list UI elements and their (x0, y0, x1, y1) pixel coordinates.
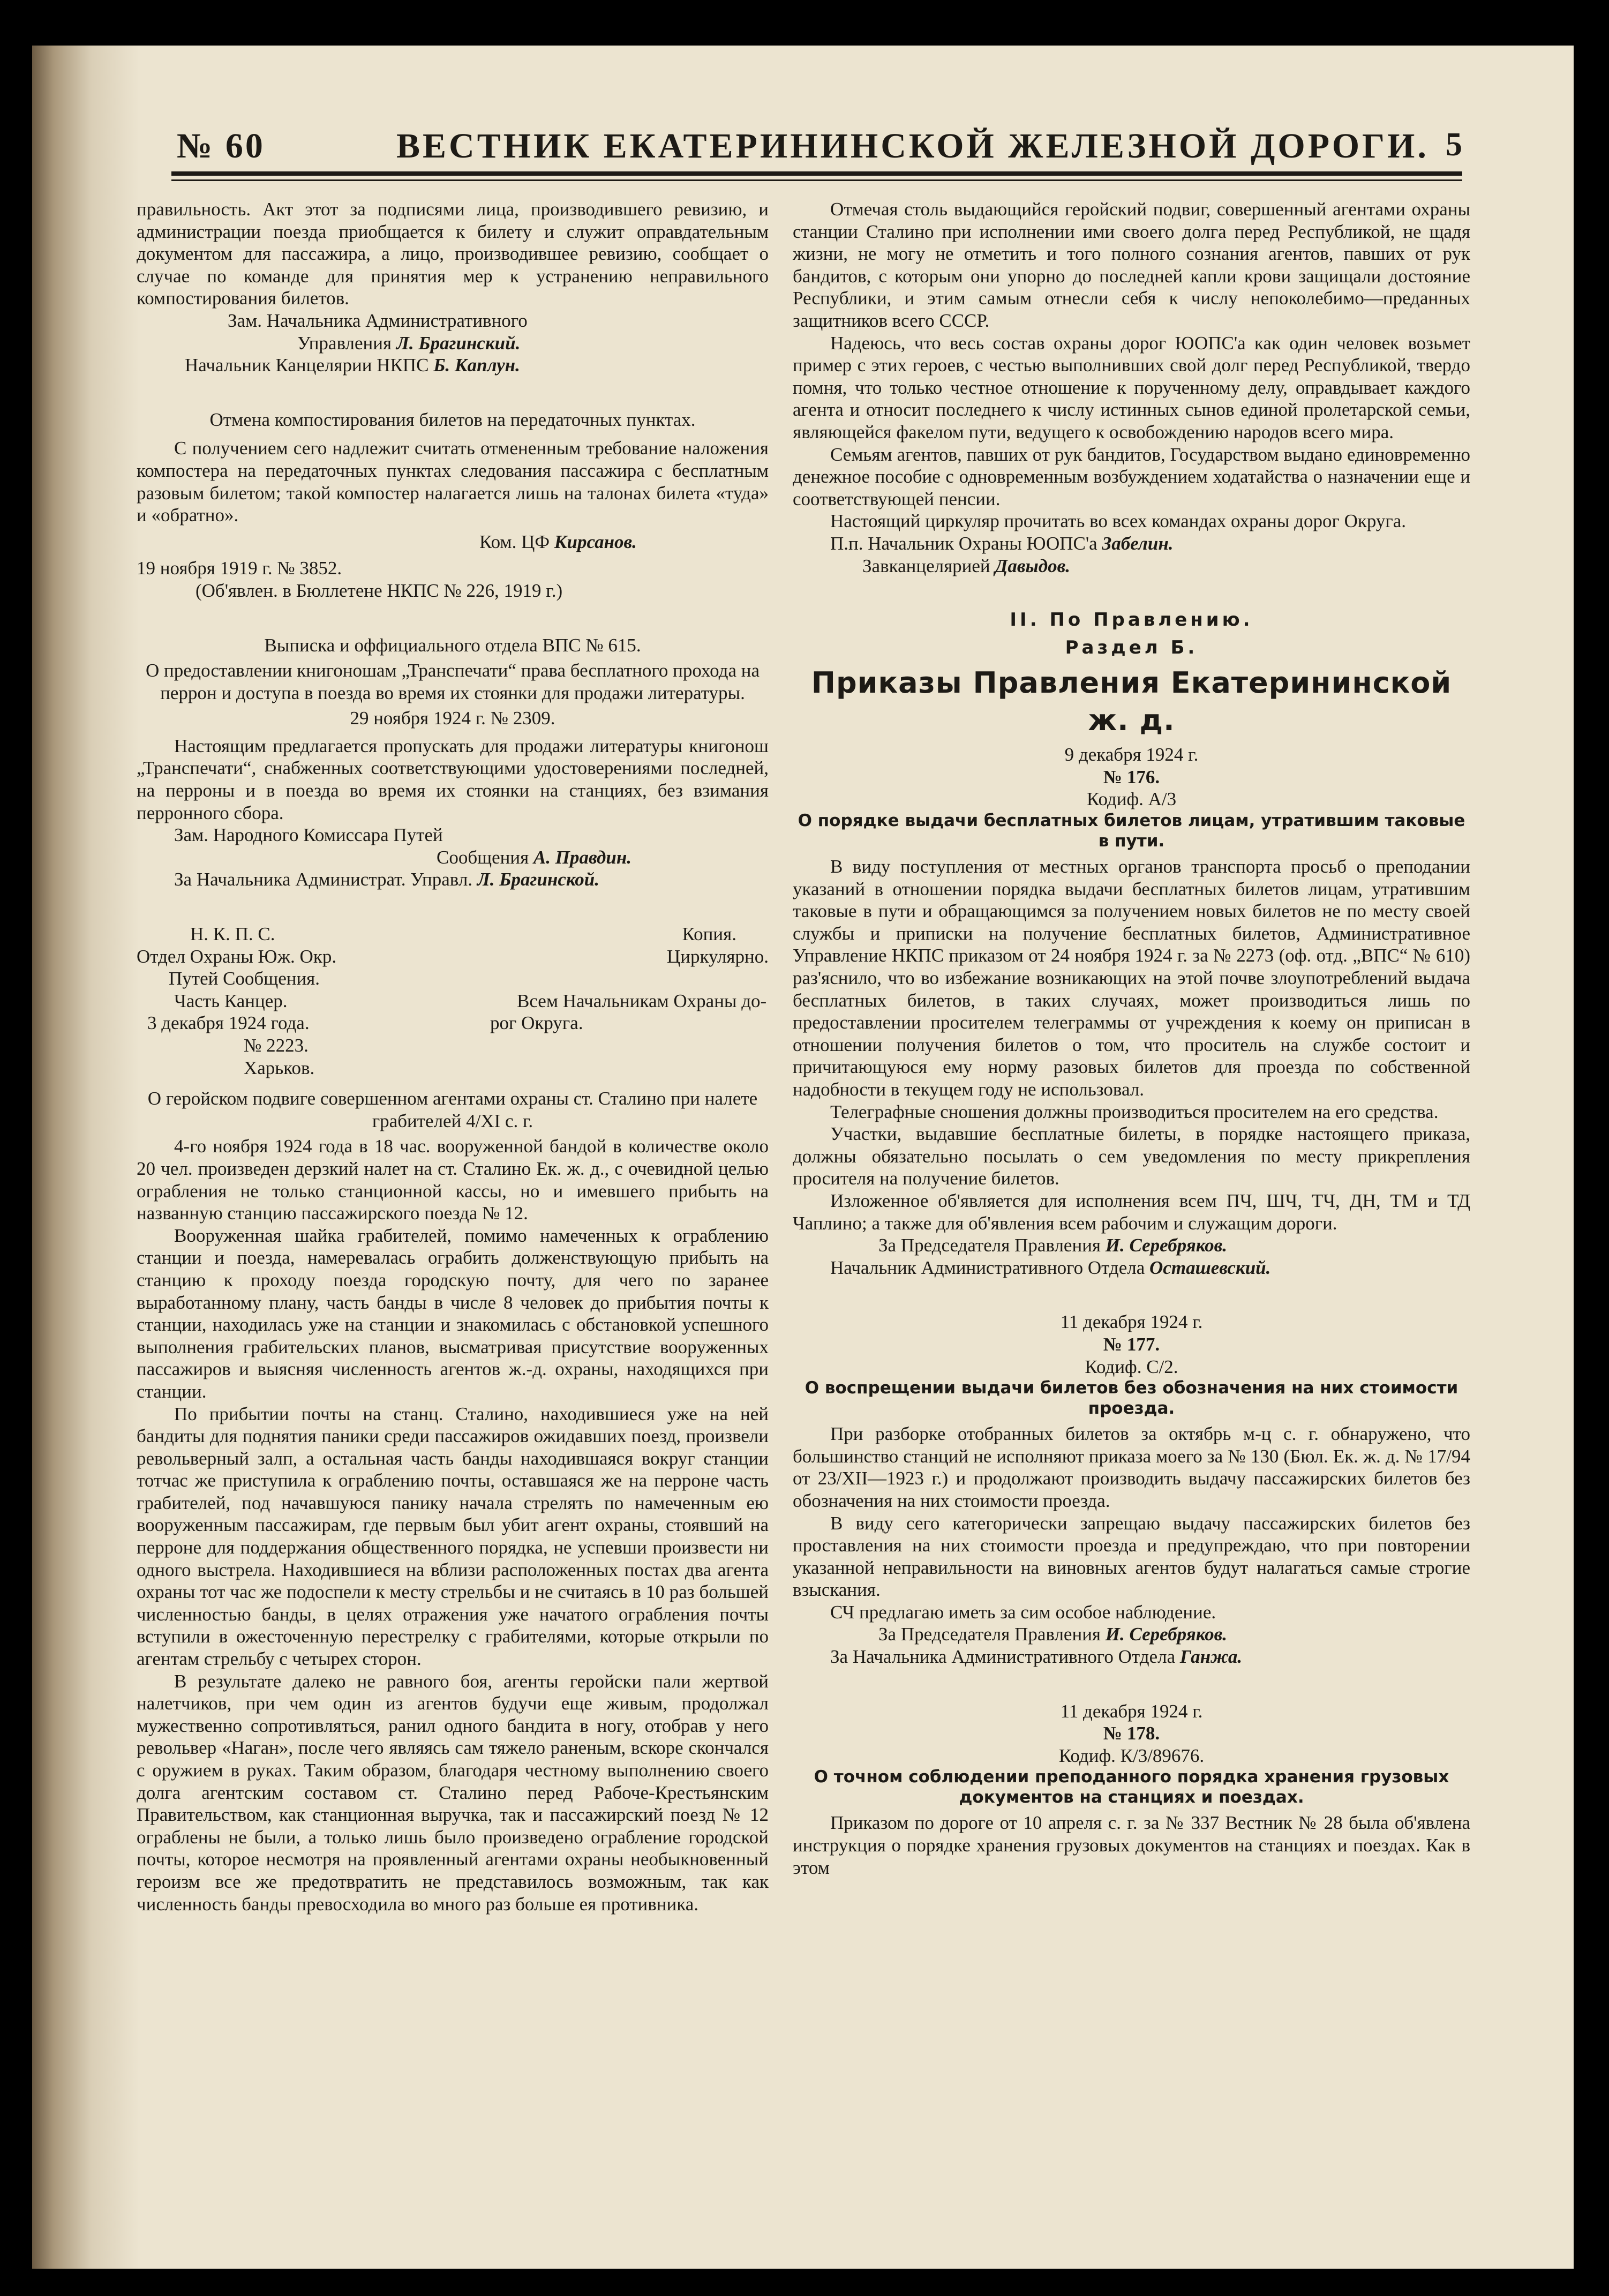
order-body: СЧ предлагаю иметь за сим особое наблюдение. (830, 1601, 1216, 1623)
order-number: № 178. (1103, 1723, 1160, 1744)
letterhead-number: № 2223. (244, 1035, 309, 1056)
article-body: По прибытии почты на станц. Сталино, находившиеся уже на ней бандиты для поднятия паники среди пассажиров ожидавших поезд, произвели револьверный залп, а остальная часть банды находившаяся вокруг станции тотчас же приступила к ограблению почты, оставшаяся же на перроне часть грабителей, под начавшуюся панику начала стрелять по намеченным ею вооруженным пассажирам, где первым был убит агент охраны, стоявший на перроне для поддержания общественного порядка, не успевши произвести ни одного выстрела. Находившиеся на вблизи расположенных постах два агента охраны тот час же подоспели к месту стрельбы и не считаясь в 10 раз большей численностью банды, в целях отражения уже начатого ограбления почты вступили в ожесточенную перестрелку с грабителями, которые открыли по агентам стрельбу с четырех сторон. (137, 1403, 769, 1670)
signature-text: Начальник Административного Отдела (830, 1257, 1145, 1278)
signature-line (793, 1234, 1470, 1257)
letterhead-org: Н. К. П. С. (190, 924, 275, 945)
signature-line (137, 531, 769, 553)
order-date: 11 декабря 1924 г. (1060, 1700, 1203, 1722)
letterhead-row (137, 990, 769, 1012)
signature-line (137, 332, 769, 355)
signature-text: Завканцелярией (862, 555, 990, 576)
signature-name: Кирсанов. (554, 531, 637, 552)
order-number: № 177. (1103, 1333, 1160, 1355)
page-header (177, 126, 1462, 174)
signature-name: Осташевский. (1149, 1257, 1271, 1278)
letterhead-org: Часть Канцер. (174, 990, 288, 1011)
newspaper-title: ВЕСТНИК ЕКАТЕРИНИНСКОЙ ЖЕЛЕЗНОЙ ДОРОГИ. (396, 126, 1429, 166)
signature-text: П.п. Начальник Охраны ЮОПС'а (830, 532, 1097, 554)
order-code: Кодиф. К/3/89676. (1058, 1745, 1205, 1766)
intro-paragraph: правильность. Акт этот за подписями лица, производившего ревизию, и администрации поезда приобщается к билету и служит оправдательным документом для пассажира, а лицо, производившее ревизию, сообщает о случае по команде для принятия мер к устранению неправильного компостирования билетов. (137, 199, 769, 309)
order-date: 9 декабря 1924 г. (1064, 744, 1199, 766)
article-title: О предоставлении книгоношам „Транспечати“ права бесплатного прохода на перрон и доступа в поезда во время их стоянки для продажи литературы. (145, 660, 760, 703)
signature-name: Ганжа. (1179, 1646, 1243, 1668)
letterhead-org: Отдел Охраны Юж. Окр. (137, 946, 337, 967)
page-number: 5 (1446, 126, 1462, 163)
signature-line: Зам. Народного Комиссара Путей (174, 824, 443, 846)
order-date: 11 декабря 1924 г. (1060, 1311, 1203, 1333)
signature-line (137, 868, 769, 891)
header-rule (171, 171, 1462, 176)
signature-line (137, 846, 769, 869)
letterhead-recipient: рог Округа. (490, 1012, 583, 1034)
signature-text: Ком. ЦФ (479, 531, 550, 552)
signature-name: Б. Каплун. (433, 355, 520, 376)
signature-line (793, 1257, 1470, 1279)
order-body: Изложенное об'является для исполнения всем ПЧ, ШЧ, ТЧ, ДН, ТМ и ТД Чаплино; а также для об'явления всем рабочим и служащим дороги. (793, 1190, 1470, 1234)
signature-text: За Начальника Администрат. Управл. (174, 869, 473, 890)
signature-line (793, 1646, 1470, 1668)
article-title: Отмена компостирования билетов на передаточных пунктах. (209, 409, 696, 430)
order-body: Участки, выдавшие бесплатные билеты, в порядке настоящего приказа, должны обязательно посылать о сем уведомления по месту прикрепления просителя на получение билетов. (793, 1123, 1470, 1189)
signature-text: За Начальника Административного Отдела (830, 1646, 1176, 1668)
article-heading: Выписка и оффициального отдела ВПС № 615. (264, 634, 641, 656)
signature-line (793, 1623, 1470, 1646)
signature-name: Л. Брагинский. (396, 332, 521, 354)
letterhead-recipient: Всем Начальникам Охраны до- (517, 990, 767, 1011)
signature-line (793, 555, 1470, 577)
letterhead-copy: Копия. (682, 924, 736, 945)
signature-name: Давыдов. (995, 555, 1071, 576)
letterhead-row (137, 923, 769, 946)
article-body: Отмечая столь выдающийся геройский подвиг, совершенный агентами охраны станции Сталино при исполнении ими своего долга перед Республикой, не щадя жизни, не могу не отметить и того полного сознания агентов, павших от рук бандитов, с которым они упорно до последней капли крови защищали достояние Республики, и этим самым отнесли себя к числу непоколебимо—преданных защитников всего СССР. (793, 199, 1470, 331)
section-heading: II. По Правлению. (1010, 609, 1253, 631)
letterhead-date: 3 декабря 1924 года. (147, 1012, 310, 1034)
order-title: О порядке выдачи бесплатных билетов лицам, утратившим таковые в пути. (798, 811, 1465, 851)
signature-name: Л. Брагинской. (477, 869, 600, 890)
article-body: Настоящим предлагается пропускать для продажи литературы книгонош „Транспечати“, снабженных соответствующими удостоверениями последней, на перроны и в поезда во время их стоянки на станциях, без взимания перронного сбора. (137, 735, 769, 823)
article-body: С получением сего надлежит считать отмененным требование наложения компостера на передаточных пунктах следования пассажира с бесплатным разовым билетом; такой компостер налагается лишь на талонах билета «туда» и «обратно». (137, 438, 769, 526)
letterhead-circular: Циркулярно. (666, 946, 769, 967)
order-body: При разборке отобранных билетов за октябрь м-ц с. г. обнаружено, что большинство станций не исполняют приказа моего за № 130 (Бюл. Ек. ж. д. № 17/94 от 23/XII—1923 г.) и продолжают производить выдачу пассажирских билетов без обозначения на них стоимости проезда. (793, 1423, 1470, 1511)
order-body: В виду сего категорически запрещаю выдачу пассажирских билетов без проставления на них стоимости проезда и предупреждаю, что при повторении указанной неправильности на виновных агентов будут налагаться самые строгие взыскания. (793, 1512, 1470, 1601)
signature-name: Забелин. (1102, 532, 1174, 554)
signature-text: Управления (297, 332, 392, 354)
article-date: 19 ноября 1919 г. № 3852. (137, 558, 342, 579)
issue-number: № 60 (177, 126, 265, 166)
order-title: О воспрещении выдачи билетов без обозначения на них стоимости проезда. (804, 1378, 1458, 1419)
signature-text: Начальник Канцелярии НКПС (185, 355, 429, 376)
order-code: Кодиф. А/3 (1086, 789, 1177, 810)
order-body: В виду поступления от местных органов транспорта просьб о преподании указаний в отношении порядка выдачи бесплатных билетов лицам, утратившим таковые в пути и обращающимся за получением новых билетов не по месту своей службы и приписки на получение бесплатных билетов, Административное Управление НКПС приказом от 24 ноября 1924 г. за № 2273 (оф. отд. „ВПС“ № 610) раз'яснило, что во избежание возникающих на этой почве злоупотреблений выдача бесплатных билетов, в таких случаях, может производиться лишь по предоставлении просителем телеграммы от учреждения к коему он приписан в отношении получения билетов о том, что проситель на службе состоит и причитающуюся ему норму разовых билетов для проезда по собственной надобности в текущем году не использовал. (793, 856, 1470, 1100)
signature-name: И. Серебряков. (1105, 1235, 1228, 1256)
article-body: В результате далеко не равного боя, агенты геройски пали жертвой налетчиков, при чем один из агентов будучи еще живым, продолжал мужественно сопротивляться, ранил одного бандита в ногу, отобрав у него револьвер «Наган», после чего являясь сам тяжело раненым, вскоре скончался с оружием в руках. Таким образом, благодаря честному выполнению своего долга агентским составом ст. Сталино перед Рабоче-Крестьянским Правительством, как станционная выручка, так и пассажирский поезд № 12 ограблены не были, а только лишь было произведено ограбление городской почты, которое несмотря на проявленный агентами охраны необыкновенный героизм все же предотвратить не представилось возможным, так как численность банды превосходила во много раз больше ея противника. (137, 1670, 769, 1915)
letterhead-city: Харьков. (244, 1057, 315, 1078)
signature-name: А. Правдин. (533, 846, 632, 868)
article-body: Надеюсь, что весь состав охраны дорог ЮОПС'а как один человек возьмет пример с этих героев, с честью выполнивших свой долг перед Республикой, твердо помня, что только честное отношение к порученному делу, оправдывает каждого агента и относит последнего к числу истинных сынов единой пролетарской семьи, являющейся факелом пути, ведущего к освобождению народов всего мира. (793, 332, 1470, 442)
signature-text: За Председателя Правления (878, 1235, 1101, 1256)
signature-text: Сообщения (437, 846, 529, 868)
article-note: (Об'явлен. в Бюллетене НКПС № 226, 1919 г.) (196, 580, 563, 601)
header-rule-thin (171, 179, 1462, 181)
order-code: Кодиф. С/2. (1085, 1356, 1178, 1377)
article-body: Семьям агентов, павших от рук бандитов, Государством выдано единовременно денежное пособие с одновременным возбуждением ходатайства о назначении еще и соответствующей пенсии. (793, 444, 1470, 509)
article-date: 29 ноября 1924 г. № 2309. (350, 708, 555, 729)
signature-line (137, 354, 769, 377)
article-body: Настоящий циркуляр прочитать во всех командах охраны дорог Округа. (830, 511, 1407, 532)
letterhead-org: Путей Сообщения. (169, 968, 320, 989)
order-body: Приказом по дороге от 10 апреля с. г. за № 337 Вестник № 28 была об'явлена инструкция о порядке хранения грузовых документов на станциях и поездах. Как в этом (793, 1812, 1470, 1878)
article-body: 4-го ноября 1924 года в 18 час. вооруженной бандой в количестве около 20 чел. произведен дерзкий налет на ст. Сталино Ек. ж. д., с очевидной целью ограбления не только станционной кассы, но и имевшего прибыть на названную станцию пассажирского поезда № 12. (137, 1136, 769, 1224)
left-column (137, 198, 769, 1915)
orders-banner: Приказы Правления Екатерининской ж. д. (811, 666, 1452, 738)
signature-name: И. Серебряков. (1105, 1624, 1228, 1645)
order-title: О точном соблюдении преподанного порядка хранения грузовых документов на станциях и поездах. (814, 1767, 1449, 1807)
section-subheading: Раздел Б. (1065, 636, 1198, 658)
article-title: О геройском подвиге совершенном агентами охраны ст. Сталино при налете грабителей 4/XI с. г. (147, 1088, 758, 1131)
order-body: Телеграфные сношения должны производиться просителем на его средства. (830, 1101, 1439, 1122)
letterhead-row (137, 946, 769, 968)
letterhead-row (137, 1012, 769, 1034)
newspaper-page (32, 46, 1574, 2269)
order-number: № 176. (1103, 766, 1160, 787)
signature-text: За Председателя Правления (878, 1624, 1101, 1645)
article-body: Вооруженная шайка грабителей, помимо намеченных к ограблению станции и поезда, намеревалась ограбить долженствующую прибыть на станцию к проходу поезда городскую почту, для чего по заранее выработанному плану, часть банды в числе 8 человек до прибытия почты к станции, находилась уже на станции и знакомилась с обстановкой успешного выполнения грабительских планов, высматривая присутствие вооруженных пассажиров и выясняя численность агентов ж.-д. охраны, находящихся при станции. (137, 1225, 769, 1402)
signature-line: Зам. Начальника Административного (228, 310, 528, 331)
signature-line (793, 532, 1470, 555)
right-column (793, 198, 1470, 1879)
